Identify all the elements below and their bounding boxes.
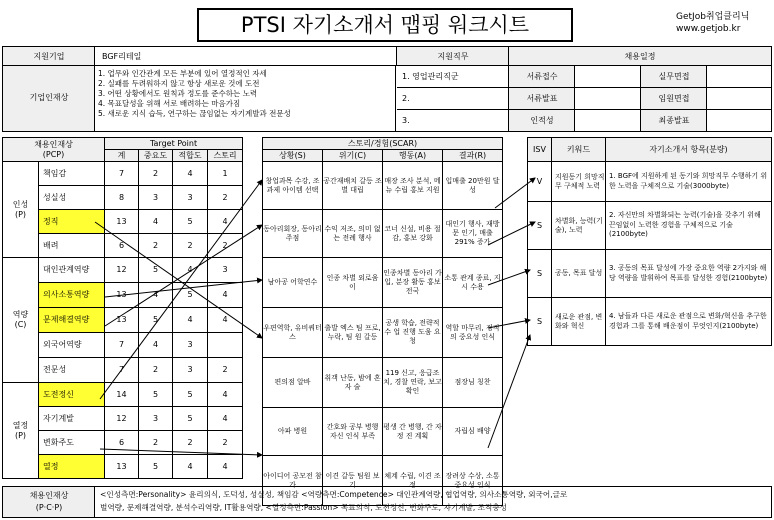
trait-fit: 5 xyxy=(173,407,208,431)
brand-name: GetJob취업클리닉 xyxy=(676,12,750,22)
scar-cell: 입매출 20만원 달성 xyxy=(443,162,503,210)
scar-cell: 편의점 알바 xyxy=(263,358,323,408)
sched-1c: 실무면접 xyxy=(658,72,690,81)
trait-story: 4 xyxy=(208,283,243,308)
trait-name: 변화주도 xyxy=(39,431,105,455)
talent-label: 기업인재상 xyxy=(29,93,69,102)
trait-story: 4 xyxy=(208,383,243,407)
trait-fit: 4 xyxy=(173,455,208,479)
scar-cell: 매장 조사 분석, 메뉴 수립 홍보 지원 xyxy=(383,162,443,210)
scar-col-r: 결과(R) xyxy=(443,150,503,162)
trait-importance: 3 xyxy=(139,186,173,210)
sched-3c: 최종발표 xyxy=(658,116,690,125)
scar-cell: 간호와 공부 병행 자신 인식 부족 xyxy=(323,408,383,456)
trait-name-highlighted: 의사소통역량 xyxy=(39,283,105,308)
scar-cell: 아이디어 공모전 참가 xyxy=(263,456,323,506)
trait-total: 8 xyxy=(105,186,139,210)
essay-col-isv: ISV xyxy=(528,138,552,162)
trait-story: 2 xyxy=(208,431,243,455)
duty-2-cell xyxy=(397,88,509,110)
sched-1d-cell xyxy=(707,66,771,88)
trait-importance: 5 xyxy=(139,383,173,407)
col-importance: 중요도 xyxy=(139,150,173,162)
trait-story: 4 xyxy=(208,210,243,234)
trait-fit: 3 xyxy=(173,333,208,358)
essay-keyword: 차별화, 능력(기술), 노력 xyxy=(552,202,606,250)
trait-total: 12 xyxy=(105,258,139,283)
trait-total: 12 xyxy=(105,407,139,431)
trait-name-highlighted: 열정 xyxy=(39,455,105,479)
essay-item: 4. 남들과 다른 새로운 관점으로 변화/혁신을 추구한 경험과 그를 통해 배운점이 무엇인지(2100byte) xyxy=(606,298,772,346)
duty-1: 1. 영업관리직군 xyxy=(402,72,459,81)
scar-cell: 취객 난동, 밤에 혼자 술 xyxy=(323,358,383,408)
essay-col-keyword: 키워드 xyxy=(552,138,606,162)
trait-total: 13 xyxy=(105,308,139,333)
duty-label: 지원직무 xyxy=(437,52,469,61)
trait-fit: 3 xyxy=(173,358,208,383)
scar-cell: 남아공 어학연수 xyxy=(263,258,323,308)
trait-total: 13 xyxy=(105,455,139,479)
scar-cell: 창업과목 수강, 조 과제 아이템 선택 xyxy=(263,162,323,210)
trait-name: 배려 xyxy=(39,234,105,258)
scar-cell: 출발 엑스 팀 프로, 누락, 팀 원 갈등 xyxy=(323,308,383,358)
company-value: BGF리테일 xyxy=(102,52,142,61)
group-competence-sub: (C) xyxy=(14,320,27,329)
essay-isv: S xyxy=(528,202,552,250)
trait-name-highlighted: 도전정신 xyxy=(39,383,105,407)
group-passion-label: 열정 xyxy=(12,420,29,430)
scar-cell: 자립심 배양 xyxy=(443,408,503,456)
trait-story xyxy=(208,333,243,358)
trait-story: 4 xyxy=(208,407,243,431)
trait-fit: 2 xyxy=(173,431,208,455)
trait-fit: 3 xyxy=(173,186,208,210)
trait-importance: 2 xyxy=(139,162,173,186)
scar-cell: 대인기 행사, 재방문 인기, 매출 291% 증가 xyxy=(443,210,503,258)
sched-1b-cell xyxy=(575,66,641,88)
scar-cell: 우편역학, 유비쿼터스 xyxy=(263,308,323,358)
trait-importance: 5 xyxy=(139,258,173,283)
talent-list xyxy=(98,69,394,119)
page-title: PTSI 자기소개서 맵핑 워크시트 xyxy=(240,13,530,37)
essay-item: 3. 공동의 목표 달성에 가장 중요한 역량 2가지와 해당 역량을 발휘하여 목표를 달성한 경험(2100byte) xyxy=(606,250,772,298)
duty-3: 3. xyxy=(402,116,410,125)
trait-story: 2 xyxy=(208,234,243,258)
trait-importance: 5 xyxy=(139,455,173,479)
sched-3b-cell xyxy=(575,110,641,131)
essay-col-item: 자기소개서 항목(분량) xyxy=(606,138,772,162)
essay-isv: S xyxy=(528,298,552,346)
trait-importance: 4 xyxy=(139,333,173,358)
trait-importance: 2 xyxy=(139,234,173,258)
trait-story: 2 xyxy=(208,186,243,210)
scar-cell: 점장님 칭찬 xyxy=(443,358,503,408)
trait-name: 책임감 xyxy=(39,162,105,186)
group-passion-sub: (P) xyxy=(14,430,27,440)
footer-line-2: 벌역량, 문제해결역량, 분석수리역량, IT활용역량, <열정측면:Passion> 목표의식, 도전정신, 변화주도, 자기계발, 조직충성 xyxy=(100,503,507,512)
sched-2c: 임원면접 xyxy=(658,94,690,103)
scar-cell: 평생 간 병행, 간 자 정 진 계획 xyxy=(383,408,443,456)
scar-cell: 아파 병원 xyxy=(263,408,323,456)
trait-importance: 3 xyxy=(139,407,173,431)
trait-total: 13 xyxy=(105,210,139,234)
scar-cell: 소통 관계 종료, 지시 수용 xyxy=(443,258,503,308)
sched-1a: 서류접수 xyxy=(526,72,558,81)
trait-total: 7 xyxy=(105,333,139,358)
sched-2b-cell xyxy=(575,88,641,110)
footer-line-1: <인성측면:Personality> 윤리의식, 도덕성, 성실성, 책임감 <역량측면:Competence> 대인관계역량, 협업역량, 의사소통역량, 외국어,글로 xyxy=(100,490,568,499)
trait-total: 6 xyxy=(105,234,139,258)
pcp-header xyxy=(3,138,105,162)
trait-total: 14 xyxy=(105,383,139,407)
trait-importance: 2 xyxy=(139,358,173,383)
schedule-label: 채용일정 xyxy=(624,52,656,61)
scar-cell: 장려상 수상, 소통 중요성 인식 xyxy=(443,456,503,506)
trait-importance: 2 xyxy=(139,431,173,455)
sched-2d-cell xyxy=(707,88,771,110)
brand-url: www.getjob.kr xyxy=(676,24,741,34)
trait-fit: 4 xyxy=(173,258,208,283)
trait-story: 1 xyxy=(208,162,243,186)
scar-cell: 역할 마무리, 정직의 중요성 인식 xyxy=(443,308,503,358)
scar-col-s: 상황(S) xyxy=(263,150,323,162)
essay-isv: S xyxy=(528,250,552,298)
talent-line-4: 4. 목표달성을 위해 서로 배려하는 마음가짐 xyxy=(98,99,241,108)
pcp-header-title: 채용인재상 xyxy=(34,139,73,149)
trait-fit: 5 xyxy=(173,283,208,308)
trait-name: 전문성 xyxy=(39,358,105,383)
trait-fit: 4 xyxy=(173,308,208,333)
group-competence xyxy=(3,258,39,383)
scar-cell: 인종차별 동아리 가입, 분장 활동 홍보 전국 xyxy=(383,258,443,308)
trait-fit: 4 xyxy=(173,162,208,186)
target-point-header: Target Point xyxy=(105,138,243,150)
trait-total: 6 xyxy=(105,431,139,455)
talent-divider xyxy=(395,66,396,131)
trait-fit: 5 xyxy=(173,210,208,234)
scar-cell: 체계 수립, 이견 조정 xyxy=(383,456,443,506)
trait-name: 성실성 xyxy=(39,186,105,210)
trait-name: 대인관계역량 xyxy=(39,258,105,283)
duty-3-cell xyxy=(397,110,509,131)
duty-2: 2. xyxy=(402,94,410,103)
group-personality-sub: (P) xyxy=(14,209,27,219)
group-personality-label: 인성 xyxy=(12,199,29,209)
essay-item: 2. 자신만의 차별화되는 능력(기술)을 갖추기 위해 끈임없이 노력한 경험을 구체적으로 기술(2100byte) xyxy=(606,202,772,250)
pcp-table xyxy=(2,137,243,479)
trait-story: 4 xyxy=(208,308,243,333)
trait-importance: 4 xyxy=(139,283,173,308)
scar-cell: 공생 학습, 전략적 수 업 진행 도움 요청 xyxy=(383,308,443,358)
trait-importance: 4 xyxy=(139,210,173,234)
essay-keyword: 새로운 관점, 변화와 혁신 xyxy=(552,298,606,346)
scar-col-c: 위기(C) xyxy=(323,150,383,162)
footer-label: 채용인재상 xyxy=(29,491,69,500)
group-personality xyxy=(3,162,39,258)
trait-story: 3 xyxy=(208,258,243,283)
talent-line-3: 3. 어떤 상황에서도 원칙과 정도를 준수하는 노력 xyxy=(98,89,258,98)
trait-name-highlighted: 정직 xyxy=(39,210,105,234)
group-passion xyxy=(3,383,39,479)
trait-fit: 2 xyxy=(173,234,208,258)
trait-fit: 5 xyxy=(173,383,208,407)
scar-col-a: 행동(A) xyxy=(383,150,443,162)
trait-story: 4 xyxy=(208,455,243,479)
trait-total: 7 xyxy=(105,162,139,186)
talent-line-1: 1. 업무와 인간관계 모든 부분에 있어 열정적인 자세 xyxy=(98,69,267,78)
scar-cell: 119 신고, 응급조치, 경찰 연락, 보고 확인 xyxy=(383,358,443,408)
scar-table xyxy=(262,137,503,506)
scar-cell: 인종 차별 외로움 이 xyxy=(323,258,383,308)
trait-name-highlighted: 문제해결역량 xyxy=(39,308,105,333)
talent-line-5: 5. 새로운 지식 습득, 연구하는 끊임없는 자기계발과 전문성 xyxy=(98,109,291,118)
essay-isv: V xyxy=(528,162,552,202)
trait-story: 2 xyxy=(208,358,243,383)
trait-name: 외국어역량 xyxy=(39,333,105,358)
footer-sub: (P·C·P) xyxy=(35,503,63,512)
scar-title: 스토리/경험(SCAR) xyxy=(263,138,503,150)
col-story: 스토리 xyxy=(208,150,243,162)
col-fit: 적합도 xyxy=(173,150,208,162)
essay-keyword: 지원동기 희망직무 구체적 노력 xyxy=(552,162,606,202)
trait-total: 13 xyxy=(105,283,139,308)
scar-cell: 코너 신설, 비용 절감, 홍보 강화 xyxy=(383,210,443,258)
sched-3a: 인적성 xyxy=(530,116,554,125)
essay-item: 1. BGF에 지원하게 된 동기와 희망직무 수행하기 위한 노력을 구체적으로 기술(3000byte) xyxy=(606,162,772,202)
sched-2a: 서류발표 xyxy=(526,94,558,103)
scar-cell: 이견 갈등 팀원 보기 xyxy=(323,456,383,506)
talent-line-2: 2. 실패를 두려워하지 않고 항상 새로운 것에 도전 xyxy=(98,79,260,88)
scar-cell: 공간재배치 갈등 조별 대립 xyxy=(323,162,383,210)
trait-importance: 5 xyxy=(139,308,173,333)
essay-keyword: 공동, 목표 달성 xyxy=(552,250,606,298)
pcp-header-sub: (PCP) xyxy=(42,149,65,159)
trait-name: 자기계발 xyxy=(39,407,105,431)
group-competence-label: 역량 xyxy=(12,310,29,319)
company-label: 지원기업 xyxy=(33,52,65,61)
col-total: 계 xyxy=(105,150,139,162)
scar-cell: 동아리회장, 동아리주점 xyxy=(263,210,323,258)
scar-cell: 수익 저조, 의미 없는 전례 행사 xyxy=(323,210,383,258)
essay-table xyxy=(527,137,772,346)
trait-total: 7 xyxy=(105,358,139,383)
